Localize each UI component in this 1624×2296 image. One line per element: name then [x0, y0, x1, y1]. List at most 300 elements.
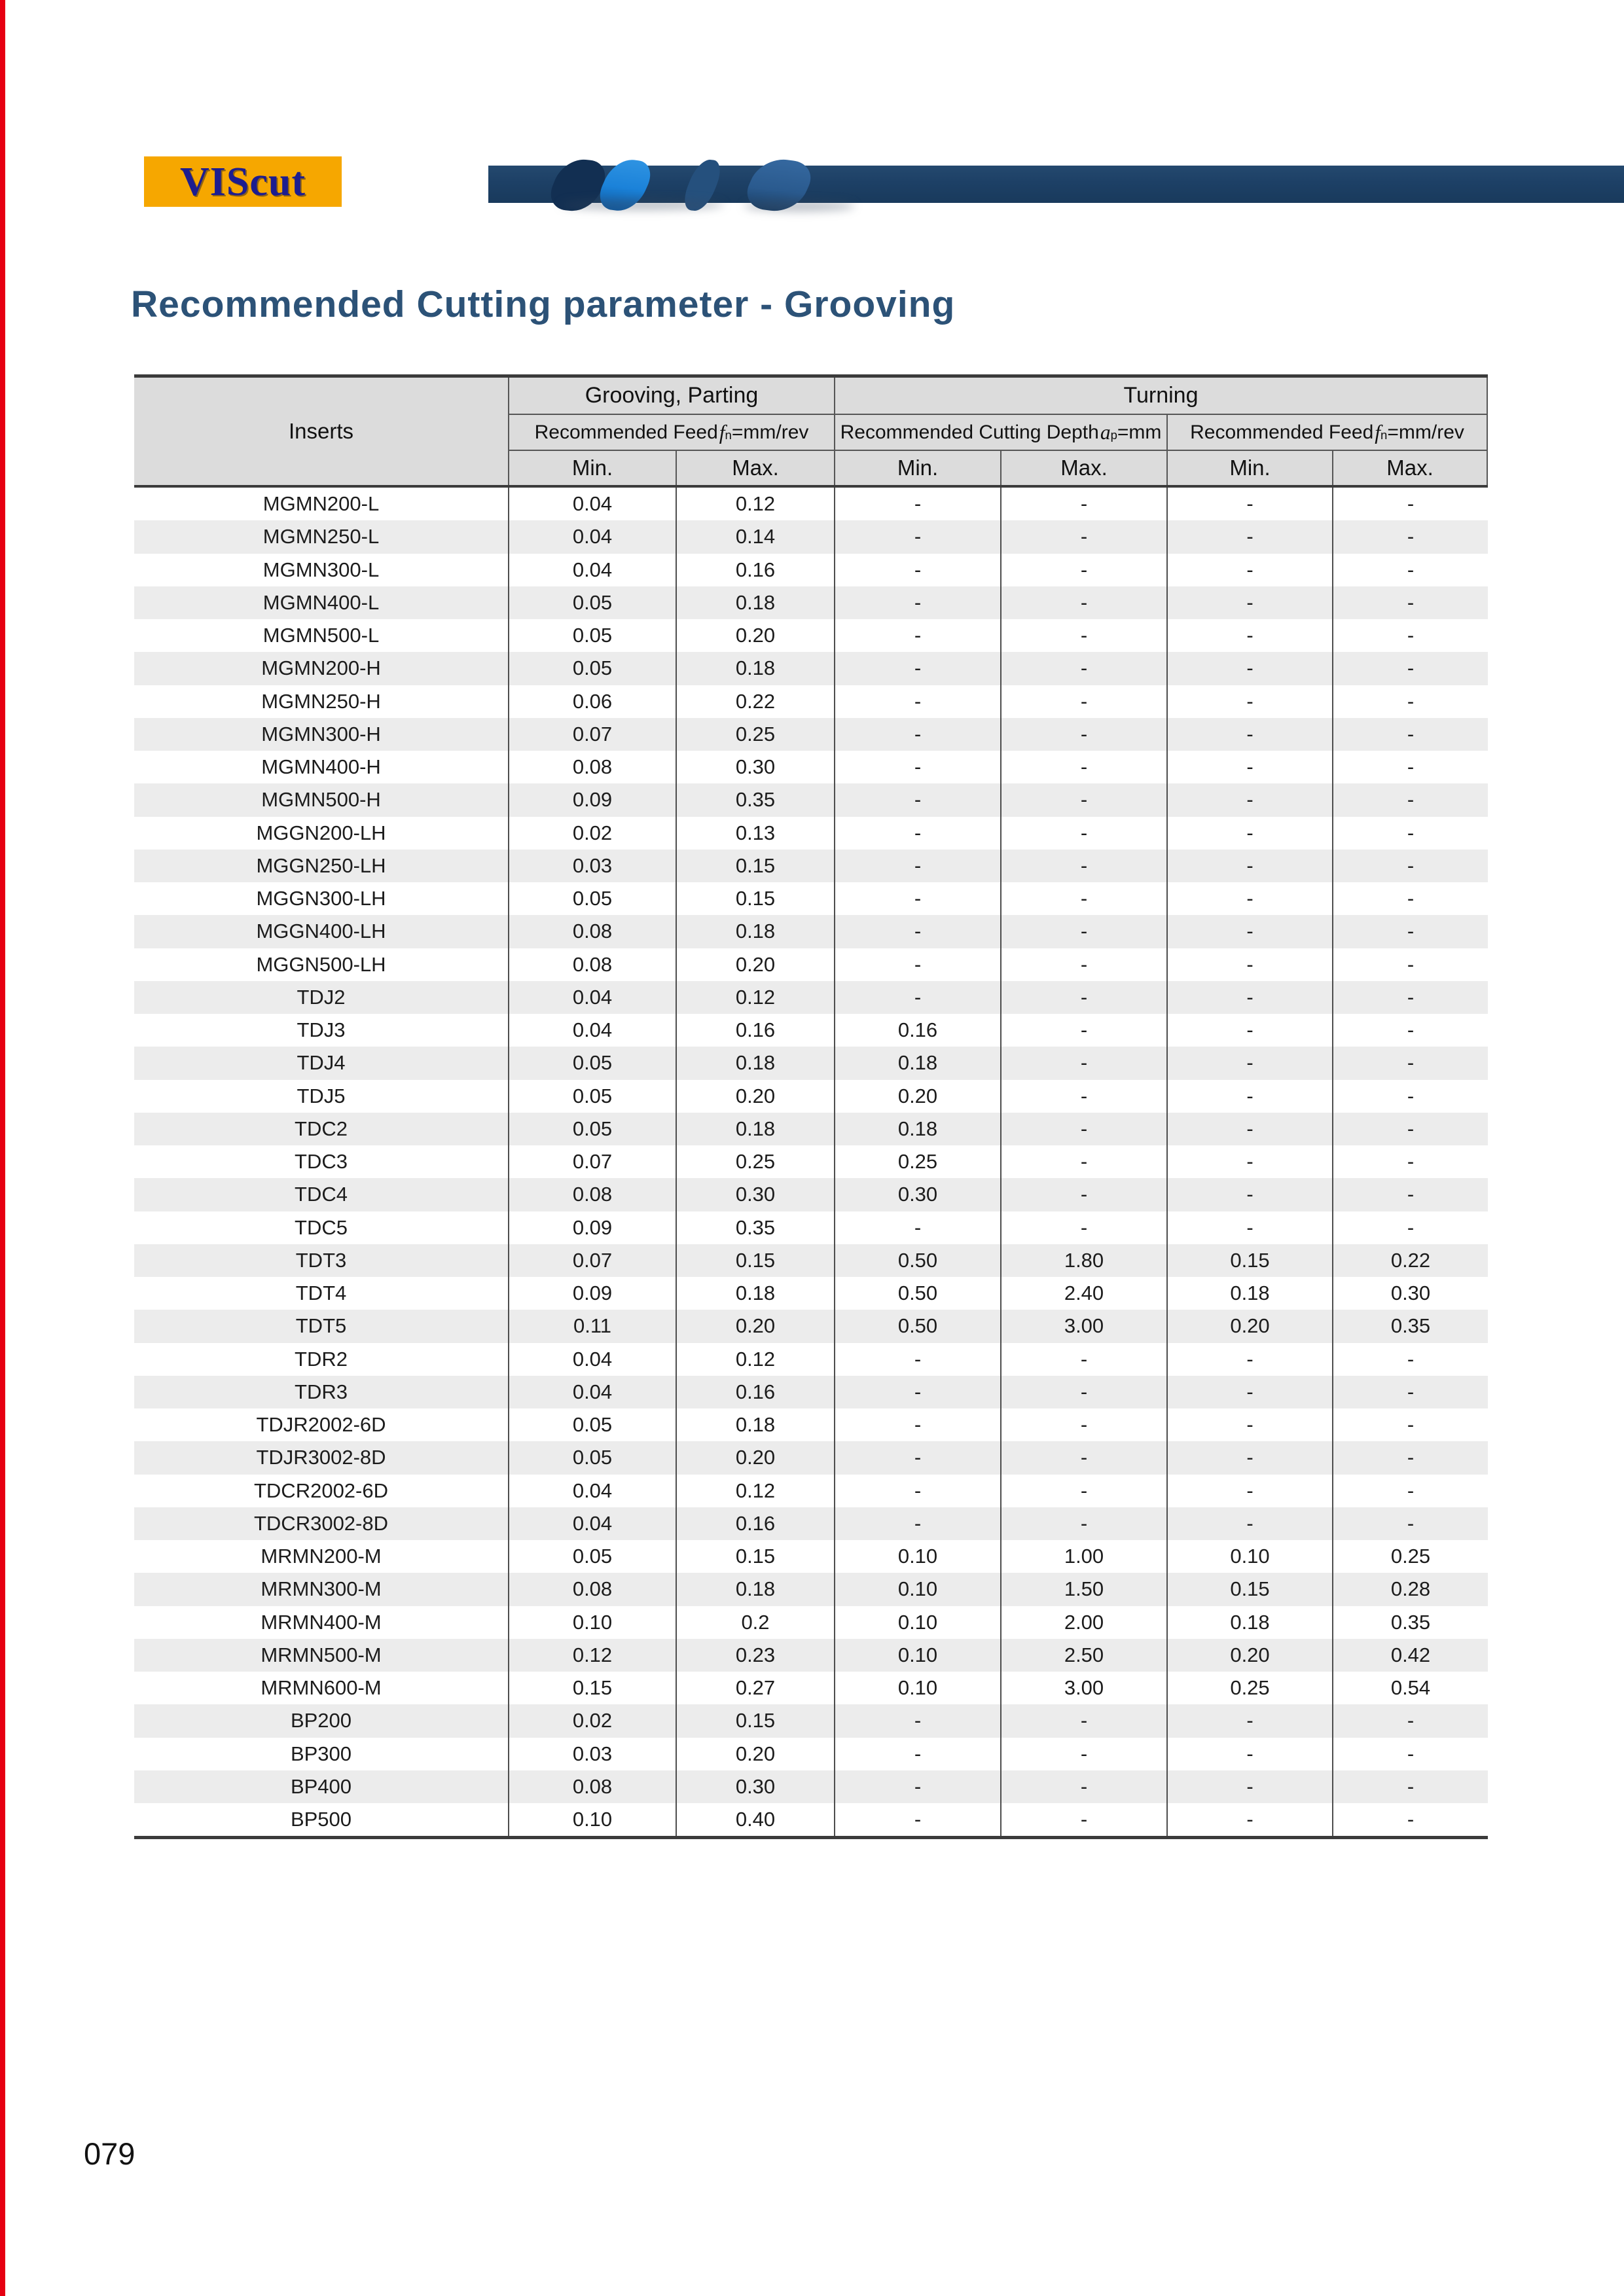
value-cell: -	[834, 619, 1000, 652]
depth-subscript: p	[1110, 427, 1117, 442]
value-cell: -	[1166, 1047, 1332, 1079]
table-header	[134, 374, 1488, 488]
value-cell: 0.06	[508, 685, 676, 718]
value-cell: -	[834, 1507, 1000, 1540]
value-cell: 0.05	[508, 619, 676, 652]
value-cell: 0.15	[676, 1704, 834, 1737]
value-cell: -	[1332, 685, 1488, 718]
table-row	[134, 1047, 1488, 1079]
value-cell: 0.20	[676, 948, 834, 981]
value-cell: 0.04	[508, 1507, 676, 1540]
table-row	[134, 1408, 1488, 1441]
table-row	[134, 1475, 1488, 1507]
value-cell: -	[834, 1738, 1000, 1770]
insert-name: TDR2	[295, 1347, 348, 1371]
value-cell: -	[1332, 1113, 1488, 1145]
value-cell: 0.16	[676, 1376, 834, 1408]
value-cell: -	[1332, 554, 1488, 586]
value-cell: 0.18	[676, 1408, 834, 1441]
value-cell: -	[1000, 1178, 1166, 1211]
header-turning-feed-max: Max.	[1332, 450, 1488, 485]
value-cell: -	[1000, 1738, 1166, 1770]
value-cell: -	[1000, 751, 1166, 783]
value-cell: 0.04	[508, 1014, 676, 1047]
value-cell: -	[1000, 948, 1166, 981]
table-row	[134, 1277, 1488, 1310]
value-cell: -	[1166, 488, 1332, 520]
value-cell: 0.30	[676, 751, 834, 783]
value-cell: -	[1332, 1770, 1488, 1803]
banner-shadow	[560, 200, 724, 210]
value-cell: 0.10	[834, 1573, 1000, 1605]
table-row	[134, 1573, 1488, 1605]
value-cell: 0.20	[676, 619, 834, 652]
value-cell: 0.25	[676, 1145, 834, 1178]
value-cell: 0.25	[1166, 1672, 1332, 1704]
table-row	[134, 1803, 1488, 1836]
value-cell: 0.20	[1166, 1639, 1332, 1672]
insert-name: MGMN250-H	[261, 689, 381, 713]
value-cell: -	[1000, 1113, 1166, 1145]
depth-variable: a	[1100, 420, 1111, 444]
value-cell: -	[834, 751, 1000, 783]
value-cell: 0.16	[676, 554, 834, 586]
value-cell: 0.15	[1166, 1573, 1332, 1605]
value-cell: 0.07	[508, 1244, 676, 1277]
insert-name: TDT4	[295, 1282, 347, 1305]
insert-name: TDJ5	[297, 1084, 346, 1107]
value-cell: -	[1332, 1475, 1488, 1507]
value-cell: 0.15	[676, 1540, 834, 1573]
value-cell: -	[1000, 1441, 1166, 1474]
value-cell: 0.18	[676, 915, 834, 948]
value-cell: 0.18	[1166, 1606, 1332, 1639]
value-cell: 0.22	[676, 685, 834, 718]
value-cell: 0.20	[676, 1080, 834, 1113]
value-cell: -	[1332, 981, 1488, 1014]
insert-name: MRMN400-M	[261, 1610, 382, 1634]
value-cell: -	[1000, 718, 1166, 751]
value-cell: 0.15	[676, 850, 834, 882]
value-cell: -	[1166, 1704, 1332, 1737]
header-turning-depth	[834, 414, 1166, 450]
header-turning-feed-min: Min.	[1166, 450, 1332, 485]
value-cell: 0.12	[676, 1343, 834, 1376]
value-cell: -	[1332, 1014, 1488, 1047]
insert-name: MGMN250-L	[262, 525, 380, 548]
table-row	[134, 882, 1488, 915]
value-cell: -	[1166, 882, 1332, 915]
value-cell: -	[1166, 1803, 1332, 1836]
insert-name: TDJ2	[297, 985, 346, 1009]
value-cell: -	[1000, 1080, 1166, 1113]
table-row	[134, 554, 1488, 586]
value-cell: -	[834, 652, 1000, 685]
value-cell: 0.08	[508, 1770, 676, 1803]
feed-subscript: n	[725, 427, 732, 442]
table-row	[134, 817, 1488, 850]
header-turning-depth-min: Min.	[834, 450, 1000, 485]
feed-label-prefix: Recommended Feed	[1190, 421, 1374, 443]
value-cell: 0.02	[508, 1704, 676, 1737]
value-cell: 0.04	[508, 520, 676, 553]
value-cell: -	[834, 817, 1000, 850]
value-cell: -	[1000, 1507, 1166, 1540]
value-cell: -	[1166, 1343, 1332, 1376]
value-cell: -	[1166, 1770, 1332, 1803]
value-cell: 0.13	[676, 817, 834, 850]
brand-logo-text: VIScut	[179, 159, 306, 204]
insert-name: TDCR2002-6D	[253, 1479, 388, 1502]
value-cell: -	[1166, 520, 1332, 553]
value-cell: -	[1000, 1145, 1166, 1178]
table-row	[134, 1113, 1488, 1145]
value-cell: 0.35	[676, 1211, 834, 1244]
value-cell: -	[1000, 619, 1166, 652]
insert-name: TDJR3002-8D	[256, 1446, 386, 1469]
value-cell: -	[1332, 520, 1488, 553]
table-row	[134, 1014, 1488, 1047]
value-cell: -	[1332, 783, 1488, 816]
insert-name: MRMN500-M	[261, 1643, 382, 1666]
table-row	[134, 685, 1488, 718]
value-cell: 0.18	[676, 586, 834, 619]
value-cell: -	[1166, 1376, 1332, 1408]
value-cell: -	[834, 1475, 1000, 1507]
table-row	[134, 1080, 1488, 1113]
insert-name: MGGN300-LH	[256, 887, 386, 910]
insert-name: TDT3	[295, 1248, 347, 1272]
value-cell: -	[1166, 751, 1332, 783]
value-cell: 2.40	[1000, 1277, 1166, 1310]
value-cell: 0.14	[676, 520, 834, 553]
value-cell: -	[1166, 1738, 1332, 1770]
value-cell: -	[1166, 619, 1332, 652]
table-row	[134, 520, 1488, 553]
value-cell: -	[1166, 783, 1332, 816]
value-cell: -	[1000, 1014, 1166, 1047]
value-cell: -	[1000, 1770, 1166, 1803]
value-cell: -	[1166, 554, 1332, 586]
value-cell: -	[1000, 554, 1166, 586]
value-cell: -	[834, 948, 1000, 981]
value-cell: -	[834, 1770, 1000, 1803]
value-cell: 0.16	[676, 1507, 834, 1540]
value-cell: 0.10	[1166, 1540, 1332, 1573]
table-row	[134, 1704, 1488, 1737]
feed-unit: =mm/rev	[731, 421, 809, 443]
value-cell: -	[1332, 1080, 1488, 1113]
value-cell: 0.09	[508, 1277, 676, 1310]
value-cell: -	[834, 783, 1000, 816]
value-cell: -	[1332, 1047, 1488, 1079]
insert-name: MGMN300-L	[262, 558, 380, 581]
value-cell: 0.10	[834, 1606, 1000, 1639]
value-cell: -	[1332, 882, 1488, 915]
value-cell: 0.42	[1332, 1639, 1488, 1672]
value-cell: 0.05	[508, 1408, 676, 1441]
value-cell: 0.12	[676, 981, 834, 1014]
value-cell: -	[1332, 1178, 1488, 1211]
value-cell: 0.35	[676, 783, 834, 816]
value-cell: 0.18	[676, 1047, 834, 1079]
value-cell: -	[1332, 1343, 1488, 1376]
insert-name: TDT5	[295, 1314, 347, 1338]
value-cell: -	[1000, 915, 1166, 948]
value-cell: 0.23	[676, 1639, 834, 1672]
value-cell: -	[834, 1704, 1000, 1737]
table-row	[134, 652, 1488, 685]
value-cell: -	[1166, 1145, 1332, 1178]
value-cell: 0.25	[834, 1145, 1000, 1178]
value-cell: -	[834, 882, 1000, 915]
value-cell: 0.54	[1332, 1672, 1488, 1704]
insert-name: MRMN600-M	[261, 1676, 382, 1700]
value-cell: 2.00	[1000, 1606, 1166, 1639]
value-cell: 0.20	[676, 1738, 834, 1770]
value-cell: 0.05	[508, 1113, 676, 1145]
value-cell: 0.18	[676, 652, 834, 685]
value-cell: 0.22	[1332, 1244, 1488, 1277]
header-grooving-feed-min: Min.	[508, 450, 676, 485]
table-row	[134, 1441, 1488, 1474]
value-cell: -	[1000, 652, 1166, 685]
value-cell: -	[1166, 1211, 1332, 1244]
value-cell: 0.05	[508, 1441, 676, 1474]
value-cell: 0.40	[676, 1803, 834, 1836]
value-cell: -	[1332, 751, 1488, 783]
insert-name: TDC2	[295, 1117, 348, 1140]
value-cell: 0.15	[1166, 1244, 1332, 1277]
value-cell: -	[1332, 817, 1488, 850]
value-cell: -	[1332, 1441, 1488, 1474]
value-cell: 0.07	[508, 1145, 676, 1178]
value-cell: 0.08	[508, 1178, 676, 1211]
value-cell: 0.15	[676, 1244, 834, 1277]
value-cell: 0.09	[508, 783, 676, 816]
value-cell: 2.50	[1000, 1639, 1166, 1672]
value-cell: -	[834, 1343, 1000, 1376]
value-cell: -	[834, 1441, 1000, 1474]
value-cell: 0.20	[676, 1441, 834, 1474]
value-cell: -	[1000, 1408, 1166, 1441]
value-cell: 0.05	[508, 1540, 676, 1573]
insert-name: BP300	[290, 1742, 352, 1765]
value-cell: -	[1000, 586, 1166, 619]
value-cell: -	[1332, 948, 1488, 981]
value-cell: -	[1332, 619, 1488, 652]
value-cell: -	[1000, 882, 1166, 915]
feed-subscript: n	[1380, 427, 1388, 442]
value-cell: 0.15	[508, 1672, 676, 1704]
brand-logo	[144, 156, 342, 207]
value-cell: 0.16	[834, 1014, 1000, 1047]
value-cell: 0.25	[1332, 1540, 1488, 1573]
table-row	[134, 619, 1488, 652]
value-cell: -	[1166, 981, 1332, 1014]
value-cell: -	[834, 554, 1000, 586]
value-cell: -	[1000, 1343, 1166, 1376]
value-cell: 0.05	[508, 652, 676, 685]
value-cell: 0.11	[508, 1310, 676, 1342]
insert-name: BP500	[290, 1808, 352, 1831]
value-cell: 0.03	[508, 1738, 676, 1770]
header-inserts: Inserts	[288, 419, 354, 443]
value-cell: 0.28	[1332, 1573, 1488, 1605]
value-cell: 0.04	[508, 1343, 676, 1376]
table-row	[134, 1738, 1488, 1770]
value-cell: -	[834, 1211, 1000, 1244]
value-cell: 0.02	[508, 817, 676, 850]
value-cell: -	[1166, 718, 1332, 751]
page-title: Recommended Cutting parameter - Grooving	[131, 283, 956, 325]
value-cell: -	[834, 520, 1000, 553]
insert-name: TDC3	[295, 1150, 348, 1174]
value-cell: 0.04	[508, 554, 676, 586]
value-cell: 3.00	[1000, 1672, 1166, 1704]
insert-name: MGMN500-L	[262, 624, 380, 647]
value-cell: -	[834, 718, 1000, 751]
value-cell: 0.25	[676, 718, 834, 751]
feed-unit: =mm/rev	[1387, 421, 1464, 443]
value-cell: 0.35	[1332, 1606, 1488, 1639]
value-cell: -	[1166, 1408, 1332, 1441]
value-cell: 0.04	[508, 488, 676, 520]
value-cell: -	[1000, 685, 1166, 718]
table-row	[134, 915, 1488, 948]
table-row	[134, 1376, 1488, 1408]
table-row	[134, 1672, 1488, 1704]
value-cell: -	[1000, 520, 1166, 553]
value-cell: 0.50	[834, 1244, 1000, 1277]
value-cell: 0.30	[1332, 1277, 1488, 1310]
value-cell: -	[1166, 1178, 1332, 1211]
value-cell: -	[1000, 850, 1166, 882]
value-cell: -	[834, 1376, 1000, 1408]
value-cell: -	[1000, 488, 1166, 520]
value-cell: 0.10	[834, 1639, 1000, 1672]
header-turning-depth-max: Max.	[1000, 450, 1166, 485]
value-cell: 0.10	[834, 1672, 1000, 1704]
value-cell: 0.18	[676, 1277, 834, 1310]
feed-variable: f	[1375, 420, 1381, 444]
value-cell: -	[834, 488, 1000, 520]
table-row	[134, 1178, 1488, 1211]
insert-name: TDJR2002-6D	[256, 1413, 386, 1437]
value-cell: 0.16	[676, 1014, 834, 1047]
value-cell: 0.18	[834, 1113, 1000, 1145]
feed-variable: f	[719, 420, 725, 444]
table-row	[134, 1310, 1488, 1342]
value-cell: -	[834, 981, 1000, 1014]
table-row	[134, 1145, 1488, 1178]
value-cell: 0.12	[676, 1475, 834, 1507]
value-cell: 0.04	[508, 981, 676, 1014]
value-cell: -	[834, 586, 1000, 619]
value-cell: 0.15	[676, 882, 834, 915]
table-row	[134, 718, 1488, 751]
insert-name: MGGN250-LH	[256, 853, 386, 877]
value-cell: -	[1166, 948, 1332, 981]
insert-name: MGMN300-H	[261, 722, 381, 745]
insert-name: MGGN400-LH	[256, 920, 386, 943]
header-grooving-feed-max: Max.	[676, 450, 834, 485]
insert-name: MGGN200-LH	[256, 821, 386, 844]
table-row	[134, 1507, 1488, 1540]
value-cell: 0.27	[676, 1672, 834, 1704]
table-row	[134, 1606, 1488, 1639]
value-cell: -	[1166, 1475, 1332, 1507]
value-cell: 0.30	[834, 1178, 1000, 1211]
value-cell: 0.09	[508, 1211, 676, 1244]
value-cell: -	[1000, 1475, 1166, 1507]
value-cell: 0.30	[676, 1178, 834, 1211]
insert-name: TDCR3002-8D	[253, 1511, 388, 1535]
value-cell: 0.08	[508, 915, 676, 948]
value-cell: -	[1166, 586, 1332, 619]
value-cell: -	[1166, 652, 1332, 685]
value-cell: -	[1000, 1047, 1166, 1079]
insert-name: TDC5	[295, 1215, 348, 1239]
value-cell: -	[1332, 850, 1488, 882]
table-row	[134, 783, 1488, 816]
value-cell: -	[1332, 1704, 1488, 1737]
value-cell: 0.07	[508, 718, 676, 751]
value-cell: -	[1166, 1441, 1332, 1474]
insert-name: MGMN400-H	[261, 755, 381, 779]
value-cell: 0.12	[676, 488, 834, 520]
value-cell: 0.05	[508, 882, 676, 915]
header-group-grooving-parting: Grooving, Parting	[508, 378, 834, 414]
header-banner	[488, 166, 1624, 203]
value-cell: -	[1166, 685, 1332, 718]
value-cell: -	[1332, 718, 1488, 751]
value-cell: -	[834, 1803, 1000, 1836]
table-row	[134, 1540, 1488, 1573]
value-cell: 0.12	[508, 1639, 676, 1672]
value-cell: 1.50	[1000, 1573, 1166, 1605]
table-row	[134, 1770, 1488, 1803]
value-cell: 0.50	[834, 1277, 1000, 1310]
value-cell: -	[1332, 1738, 1488, 1770]
value-cell: 0.05	[508, 1080, 676, 1113]
value-cell: -	[1332, 915, 1488, 948]
value-cell: 0.18	[676, 1113, 834, 1145]
insert-name: MGMN400-L	[262, 590, 380, 614]
value-cell: -	[1166, 850, 1332, 882]
table-row	[134, 1639, 1488, 1672]
value-cell: 1.80	[1000, 1244, 1166, 1277]
table-row	[134, 1211, 1488, 1244]
value-cell: 0.20	[1166, 1310, 1332, 1342]
insert-name: MRMN300-M	[261, 1577, 382, 1601]
page-number: 079	[84, 2136, 135, 2171]
value-cell: -	[1332, 1376, 1488, 1408]
header-grooving-feed	[508, 414, 834, 450]
value-cell: -	[834, 850, 1000, 882]
value-cell: 0.05	[508, 1047, 676, 1079]
value-cell: -	[1332, 1145, 1488, 1178]
value-cell: -	[1000, 1211, 1166, 1244]
value-cell: -	[1166, 1507, 1332, 1540]
feed-label-prefix: Recommended Feed	[534, 421, 718, 443]
value-cell: -	[1000, 783, 1166, 816]
value-cell: 0.18	[1166, 1277, 1332, 1310]
table-row	[134, 586, 1488, 619]
value-cell: -	[1000, 1704, 1166, 1737]
value-cell: -	[1166, 1080, 1332, 1113]
value-cell: -	[1332, 1803, 1488, 1836]
